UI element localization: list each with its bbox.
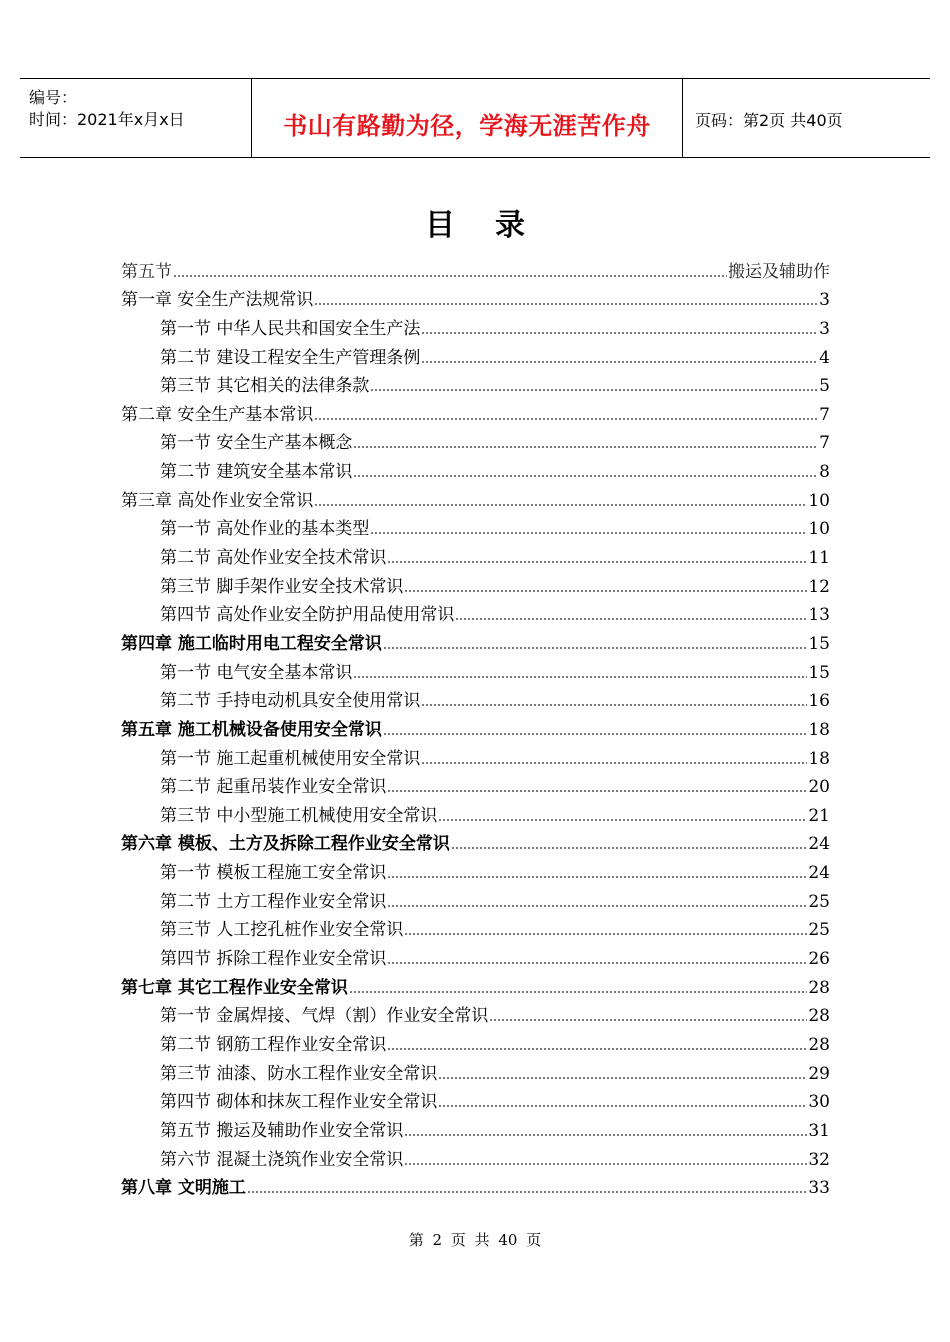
toc-entry-label: 第八章 文明施工 <box>121 1178 246 1199</box>
toc-entry-label: 第四节 高处作业安全防护用品使用常识 <box>160 605 455 626</box>
toc-entry-page: 18 <box>808 719 830 740</box>
toc-entry-label: 第一章 安全生产法规常识 <box>121 290 314 311</box>
table-of-contents <box>121 253 830 1198</box>
toc-entry[interactable] <box>121 310 830 339</box>
toc-dot-leader <box>404 1163 807 1165</box>
toc-entry[interactable] <box>121 1112 830 1141</box>
toc-entry-label: 第一节 金属焊接、气焊（割）作业安全常识 <box>160 1006 489 1027</box>
toc-dot-leader <box>173 275 727 277</box>
toc-entry-label: 第二节 土方工程作业安全常识 <box>160 891 387 912</box>
toc-entry-page: 5 <box>819 376 830 397</box>
toc-dot-leader <box>451 847 807 849</box>
toc-entry[interactable] <box>121 912 830 941</box>
toc-dot-leader <box>353 475 818 477</box>
toc-entry-page: 7 <box>819 433 830 454</box>
toc-entry[interactable] <box>121 826 830 855</box>
toc-dot-leader <box>438 1105 807 1107</box>
toc-dot-leader <box>387 905 807 907</box>
page-number-label: 页码：第2页 共40页 <box>695 111 843 130</box>
toc-entry[interactable] <box>121 854 830 883</box>
toc-entry-label: 第二节 起重吊装作业安全常识 <box>160 777 387 798</box>
toc-entry-page: 25 <box>808 891 830 912</box>
toc-entry-page: 30 <box>808 1092 830 1113</box>
toc-entry-page: 11 <box>808 548 830 569</box>
toc-entry[interactable] <box>121 453 830 482</box>
toc-entry-label: 第三章 高处作业安全常识 <box>121 490 314 511</box>
toc-entry[interactable] <box>121 740 830 769</box>
toc-entry-label: 第一节 高处作业的基本类型 <box>160 519 370 540</box>
toc-dot-leader <box>247 1191 807 1193</box>
toc-entry-page: 21 <box>808 805 830 826</box>
toc-entry-label: 第一节 施工起重机械使用安全常识 <box>160 748 421 769</box>
toc-dot-leader <box>314 504 807 506</box>
toc-entry-page: 15 <box>808 633 830 654</box>
toc-entry[interactable] <box>121 482 830 511</box>
toc-entry[interactable] <box>121 425 830 454</box>
toc-entry[interactable] <box>121 368 830 397</box>
toc-entry-label: 第六节 混凝土浇筑作业安全常识 <box>160 1149 404 1170</box>
toc-entry-page: 3 <box>819 290 830 311</box>
toc-entry[interactable] <box>121 597 830 626</box>
toc-entry-page: 搬运及辅助作 <box>728 261 830 282</box>
toc-entry-label: 第二节 建设工程安全生产管理条例 <box>160 347 421 368</box>
toc-entry-label: 第一节 电气安全基本常识 <box>160 662 353 683</box>
toc-entry-page: 28 <box>808 977 830 998</box>
toc-entry-label: 第二节 建筑安全基本常识 <box>160 462 353 483</box>
time-label: 时间：2021年x月x日 <box>29 110 185 129</box>
toc-dot-leader <box>387 962 807 964</box>
toc-dot-leader <box>421 762 807 764</box>
toc-entry[interactable] <box>121 940 830 969</box>
toc-entry-page: 28 <box>808 1006 830 1027</box>
toc-entry-label: 第五节 <box>121 261 172 282</box>
toc-entry[interactable] <box>121 769 830 798</box>
toc-entry-page: 3 <box>819 318 830 339</box>
toc-entry[interactable] <box>121 625 830 654</box>
toc-entry[interactable] <box>121 339 830 368</box>
toc-dot-leader <box>489 1019 807 1021</box>
toc-entry-label: 第二节 钢筋工程作业安全常识 <box>160 1034 387 1055</box>
toc-entry-page: 31 <box>808 1120 830 1141</box>
toc-dot-leader <box>438 1077 807 1079</box>
page-header <box>20 78 930 158</box>
toc-dot-leader <box>314 418 818 420</box>
toc-entry-page: 32 <box>808 1149 830 1170</box>
toc-dot-leader <box>438 819 807 821</box>
toc-entry-page: 24 <box>808 834 830 855</box>
toc-entry-label: 第七章 其它工程作业安全常识 <box>121 977 348 998</box>
toc-entry-label: 第一节 中华人民共和国安全生产法 <box>160 318 421 339</box>
toc-title: 目录 <box>425 208 565 243</box>
toc-entry-page: 15 <box>808 662 830 683</box>
toc-entry[interactable] <box>121 711 830 740</box>
toc-entry-label: 第三节 油漆、防水工程作业安全常识 <box>160 1063 438 1084</box>
toc-entry-label: 第四节 砌体和抹灰工程作业安全常识 <box>160 1092 438 1113</box>
toc-dot-leader <box>387 876 807 878</box>
toc-entry-page: 16 <box>808 691 830 712</box>
toc-entry[interactable] <box>121 396 830 425</box>
toc-entry-page: 10 <box>808 490 830 511</box>
toc-entry-page: 26 <box>808 949 830 970</box>
toc-entry-page: 10 <box>808 519 830 540</box>
toc-dot-leader <box>404 590 807 592</box>
toc-entry[interactable] <box>121 511 830 540</box>
toc-entry-page: 20 <box>808 777 830 798</box>
toc-entry-page: 24 <box>808 863 830 884</box>
toc-entry[interactable] <box>121 883 830 912</box>
toc-entry[interactable] <box>121 568 830 597</box>
toc-entry-label: 第一节 模板工程施工安全常识 <box>160 863 387 884</box>
toc-entry-page: 18 <box>808 748 830 769</box>
toc-entry[interactable] <box>121 1084 830 1113</box>
toc-dot-leader <box>349 991 807 993</box>
toc-entry-page: 28 <box>808 1034 830 1055</box>
toc-entry[interactable] <box>121 282 830 311</box>
toc-entry-label: 第三节 脚手架作业安全技术常识 <box>160 576 404 597</box>
toc-dot-leader <box>353 676 807 678</box>
toc-entry-label: 第六章 模板、土方及拆除工程作业安全常识 <box>121 834 450 855</box>
toc-entry[interactable] <box>121 1170 830 1199</box>
toc-entry-page: 33 <box>808 1178 830 1199</box>
header-info-cell <box>20 79 252 157</box>
toc-dot-leader <box>421 332 818 334</box>
toc-entry[interactable] <box>121 969 830 998</box>
toc-entry-label: 第三节 人工挖孔桩作业安全常识 <box>160 920 404 941</box>
toc-entry[interactable] <box>121 1141 830 1170</box>
toc-entry-label: 第五章 施工机械设备使用安全常识 <box>121 719 382 740</box>
toc-entry-page: 25 <box>808 920 830 941</box>
toc-entry[interactable] <box>121 1055 830 1084</box>
toc-entry[interactable] <box>121 654 830 683</box>
toc-dot-leader <box>404 933 807 935</box>
toc-entry[interactable] <box>121 1026 830 1055</box>
toc-entry[interactable] <box>121 998 830 1027</box>
page-footer: 第 2 页 共 40 页 <box>408 1231 542 1249</box>
toc-dot-leader <box>387 561 807 563</box>
toc-dot-leader <box>421 361 818 363</box>
toc-entry-page: 4 <box>819 347 830 368</box>
toc-dot-leader <box>387 1048 807 1050</box>
toc-dot-leader <box>455 618 807 620</box>
toc-entry-page: 29 <box>808 1063 830 1084</box>
toc-entry-label: 第二节 手持电动机具安全使用常识 <box>160 691 421 712</box>
toc-entry-label: 第一节 安全生产基本概念 <box>160 433 353 454</box>
toc-entry-label: 第二章 安全生产基本常识 <box>121 404 314 425</box>
toc-entry-label: 第三节 中小型施工机械使用安全常识 <box>160 805 438 826</box>
toc-entry[interactable] <box>121 797 830 826</box>
toc-entry-label: 第五节 搬运及辅助作业安全常识 <box>160 1120 404 1141</box>
motto-text: 书山有路勤为径，学海无涯苦作舟 <box>283 111 651 140</box>
toc-dot-leader <box>353 446 818 448</box>
toc-dot-leader <box>404 1134 807 1136</box>
toc-entry-page: 13 <box>808 605 830 626</box>
toc-entry-page: 7 <box>819 404 830 425</box>
number-label: 编号： <box>29 88 78 107</box>
toc-entry-label: 第二节 高处作业安全技术常识 <box>160 548 387 569</box>
header-motto-cell <box>252 79 683 157</box>
toc-entry-label: 第三节 其它相关的法律条款 <box>160 376 370 397</box>
toc-dot-leader <box>387 790 807 792</box>
toc-entry[interactable] <box>121 683 830 712</box>
toc-entry-page: 12 <box>808 576 830 597</box>
toc-dot-leader <box>370 389 818 391</box>
toc-dot-leader <box>383 647 807 649</box>
toc-entry-page: 8 <box>819 462 830 483</box>
toc-entry[interactable] <box>121 539 830 568</box>
toc-dot-leader <box>370 532 807 534</box>
toc-dot-leader <box>383 733 807 735</box>
toc-entry-label: 第四章 施工临时用电工程安全常识 <box>121 633 382 654</box>
toc-dot-leader <box>314 303 818 305</box>
toc-dot-leader <box>421 704 807 706</box>
toc-entry-label: 第四节 拆除工程作业安全常识 <box>160 949 387 970</box>
toc-entry[interactable] <box>121 253 830 282</box>
header-page-cell <box>683 79 930 157</box>
